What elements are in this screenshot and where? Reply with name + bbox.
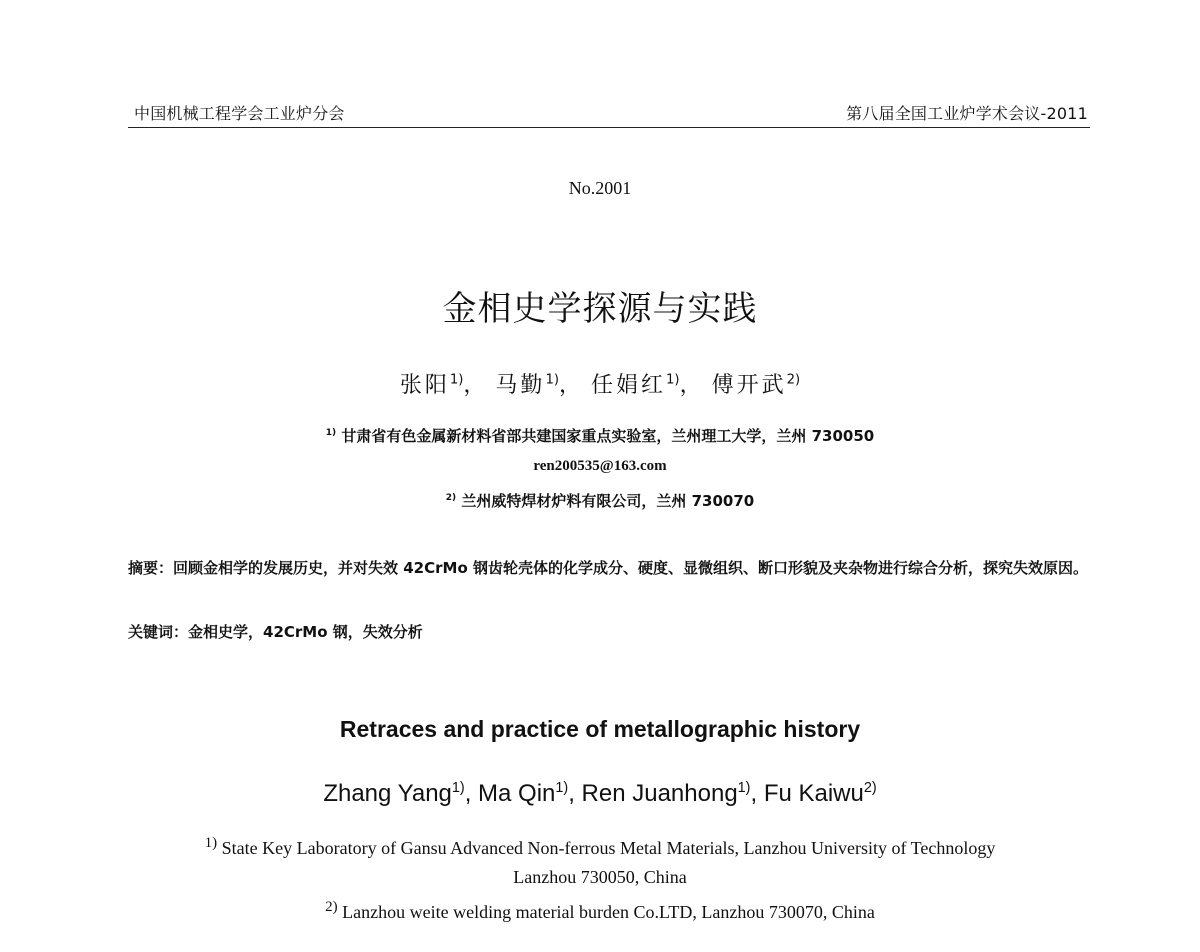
- affiliation-en-1-line2: Lanzhou 730050, China: [513, 867, 687, 887]
- author-en-4: Fu Kaiwu$^{2)}$: [763, 780, 877, 807]
- affiliation-cn-2: $^{2)}$ 兰州威特焊材炉料有限公司，兰州 730070: [445, 492, 755, 510]
- affiliation-en-2: $^{2)}$ Lanzhou weite welding material burden Co.LTD, Lanzhou 730070, China: [325, 899, 875, 922]
- author-cn-2: 马勤$^{1)}$: [495, 372, 559, 398]
- author-cn-4: 傅开武$^{2)}$: [711, 372, 801, 398]
- keywords-text: 金相史学，42CrMo 钢，失效分析: [188, 623, 423, 641]
- header-conference-name: 第八届全国工业炉学术会议-2011: [846, 104, 1088, 123]
- keywords-label: 关键词：: [128, 623, 189, 641]
- author-cn-3: 任娟红$^{1)}$: [591, 372, 680, 398]
- author-en-2: Ma Qin$^{1)}$: [478, 780, 569, 807]
- affiliation-cn-1: $^{1)}$ 甘肃省有色金属新材料省部共建国家重点实验室，兰州理工大学，兰州 730050: [325, 427, 875, 445]
- abstract-label: 摘要：: [128, 559, 174, 577]
- author-cn-1: 张阳$^{1)}$: [399, 372, 464, 398]
- title-english: Retraces and practice of metallographic history: [339, 716, 861, 742]
- author-email: ren200535@163.com: [533, 458, 667, 474]
- authors-chinese: 张阳$^{1)}$， 马勤$^{1)}$， 任娟红$^{1)}$， 傅开武$^{2)}$: [399, 372, 801, 398]
- affiliation-en-1: $^{1)}$ State Key Laboratory of Gansu Advanced Non-ferrous Metal Materials, Lanzhou University of Technology: [204, 835, 996, 858]
- author-en-3: Ren Juanhong$^{1)}$: [581, 780, 751, 807]
- authors-english: Zhang Yang$^{1)}$, Ma Qin$^{1)}$, Ren Juanhong$^{1)}$, Fu Kaiwu$^{2)}$: [323, 780, 877, 807]
- keywords-chinese: [128, 620, 1090, 644]
- page-header: [128, 97, 1090, 128]
- abstract-text: 回顾金相学的发展历史，并对失效 42CrMo 钢齿轮壳体的化学成分、硬度、显微组织、断口形貌及夹杂物进行综合分析，探究失效原因。: [173, 559, 1088, 577]
- paper-number: No.2001: [568, 178, 632, 198]
- header-society-name: 中国机械工程学会工业炉分会: [134, 104, 345, 123]
- title-chinese: 金相史学探源与实践: [442, 289, 758, 329]
- abstract-chinese: [128, 554, 1090, 583]
- author-en-1: Zhang Yang$^{1)}$: [323, 780, 465, 807]
